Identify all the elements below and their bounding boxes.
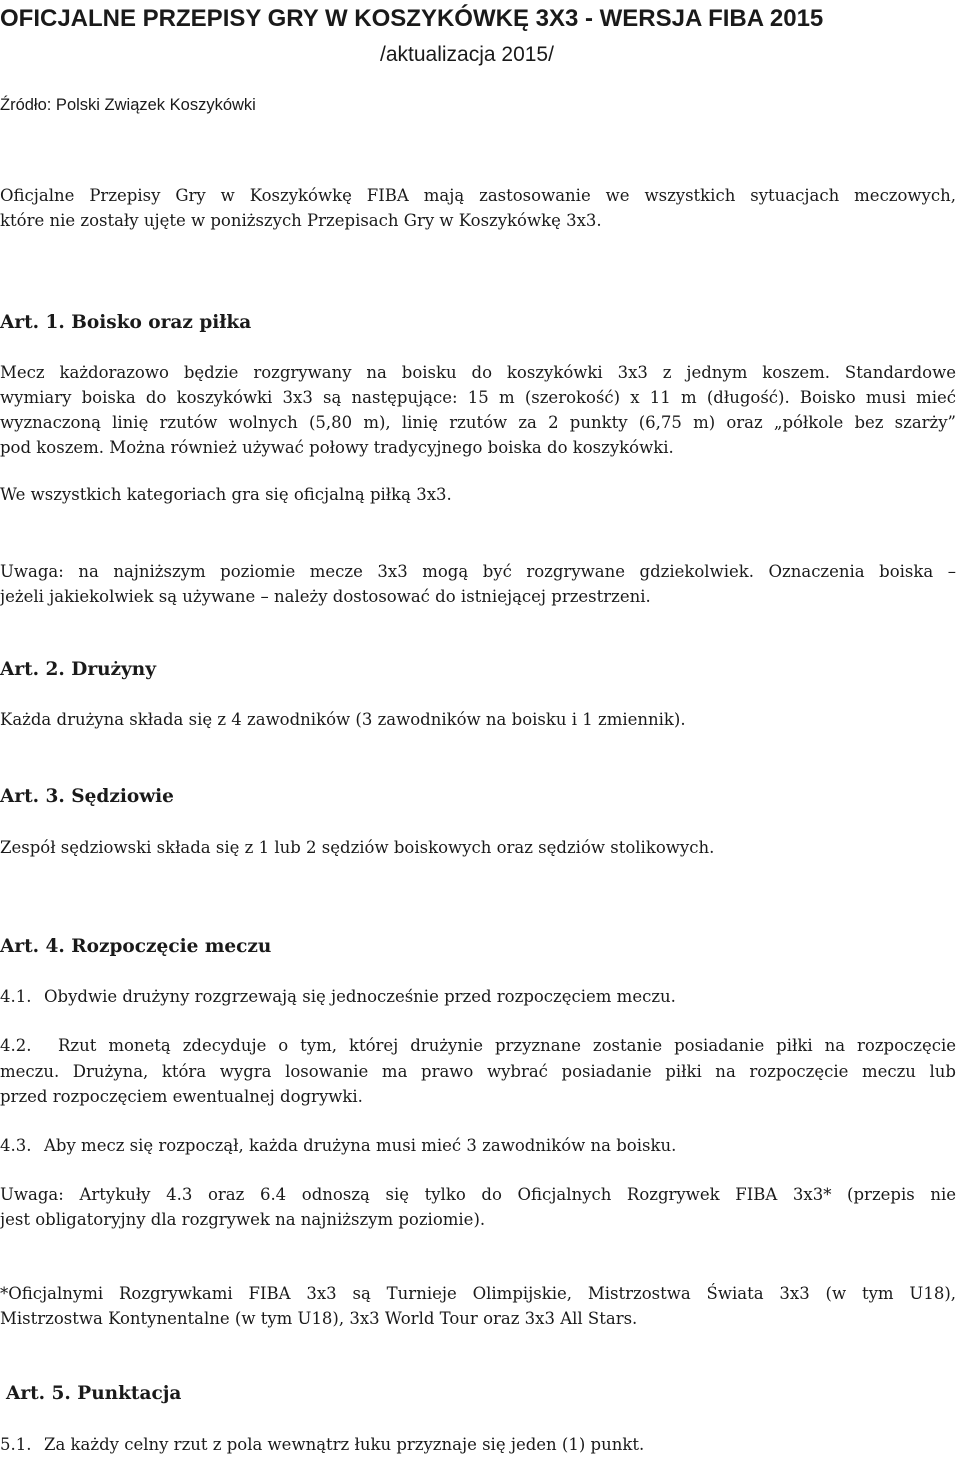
art4-rule-2-line-1	[0, 1035, 956, 1057]
art1-paragraph-line-2: wymiary boiska do koszykówki 3x3 są następujące: 15 m (szerokość) x 11 m (długość). Boisko musi mieć	[0, 388, 956, 407]
art1-note-line-1: Uwaga: na najniższym poziomie mecze 3x3 mogą być rozgrywane gdziekolwiek. Oznaczenia boiska –	[0, 562, 956, 581]
intro-line-1: Oficjalne Przepisy Gry w Koszykówkę FIBA mają zastosowanie we wszystkich sytuacjach meczowych,	[0, 186, 956, 205]
art1-paragraph-line-3: wyznaczoną linię rzutów wolnych (5,80 m), linię rzutów za 2 punkty (6,75 m) oraz „półkole bez szarży”	[0, 413, 956, 432]
rule-number: 5.1.	[0, 1435, 32, 1454]
rule-text: Za każdy celny rzut z pola wewnątrz łuku przyznaje się jeden (1) punkt.	[44, 1435, 645, 1454]
rule-text: Rzut monetą zdecyduje o tym, której drużynie przyznane zostanie posiadanie piłki na rozpoczęcie	[58, 1036, 956, 1055]
art3-paragraph: Zespół sędziowski składa się z 1 lub 2 sędziów boiskowych oraz sędziów stolikowych.	[0, 838, 715, 857]
rule-number: 4.2.	[0, 1036, 32, 1055]
art4-rule-1	[0, 986, 676, 1008]
art1-ball-paragraph: We wszystkich kategoriach gra się oficjalną piłką 3x3.	[0, 485, 452, 504]
rule-number: 4.3.	[0, 1136, 32, 1155]
art4-note-line-2: jest obligatoryjny dla rozgrywek na najniższym poziomie).	[0, 1210, 486, 1229]
document-source: Źródło: Polski Związek Koszykówki	[0, 96, 256, 114]
art5-heading: Art. 5. Punktacja	[6, 1383, 182, 1404]
intro-line-2: które nie zostały ujęte w poniższych Przepisach Gry w Koszykówkę 3x3.	[0, 211, 602, 230]
art4-rule-2-line-3: przed rozpoczęciem ewentualnej dogrywki.	[0, 1087, 363, 1106]
rule-text: Aby mecz się rozpoczął, każda drużyna musi mieć 3 zawodników na boisku.	[44, 1136, 677, 1155]
document-update-note: /aktualizacja 2015/	[380, 43, 554, 66]
art2-paragraph: Każda drużyna składa się z 4 zawodników (3 zawodników na boisku i 1 zmiennik).	[0, 710, 686, 729]
art1-paragraph-line-1: Mecz każdorazowo będzie rozgrywany na boisku do koszykówki 3x3 z jednym koszem. Standardowe	[0, 363, 956, 382]
art3-heading: Art. 3. Sędziowie	[0, 786, 174, 807]
art1-note-line-2: jeżeli jakiekolwiek są używane – należy dostosować do istniejącej przestrzeni.	[0, 587, 651, 606]
art4-note-line-1: Uwaga: Artykuły 4.3 oraz 6.4 odnoszą się tylko do Oficjalnych Rozgrywek FIBA 3x3* (przepis nie	[0, 1185, 956, 1204]
art4-rule-3	[0, 1135, 676, 1157]
art4-heading: Art. 4. Rozpoczęcie meczu	[0, 936, 272, 957]
footnote-line-2: Mistrzostwa Kontynentalne (w tym U18), 3x3 World Tour oraz 3x3 All Stars.	[0, 1309, 638, 1328]
art2-heading: Art. 2. Drużyny	[0, 659, 156, 680]
art5-rule-1	[0, 1434, 644, 1456]
art4-rule-2-line-2: meczu. Drużyna, która wygra losowanie ma prawo wybrać posiadanie piłki na rozpoczęcie meczu lub	[0, 1062, 956, 1081]
rule-number: 4.1.	[0, 987, 32, 1006]
footnote-line-1: *Oficjalnymi Rozgrywkami FIBA 3x3 są Turnieje Olimpijskie, Mistrzostwa Świata 3x3 (w tym U18),	[0, 1284, 956, 1303]
art1-heading: Art. 1. Boisko oraz piłka	[0, 312, 252, 333]
document-title: OFICJALNE PRZEPISY GRY W KOSZYKÓWKĘ 3X3 - WERSJA FIBA 2015	[0, 5, 824, 32]
art1-paragraph-line-4: pod koszem. Można również używać połowy tradycyjnego boiska do koszykówki.	[0, 438, 674, 457]
rule-text: Obydwie drużyny rozgrzewają się jednocześnie przed rozpoczęciem meczu.	[44, 987, 676, 1006]
